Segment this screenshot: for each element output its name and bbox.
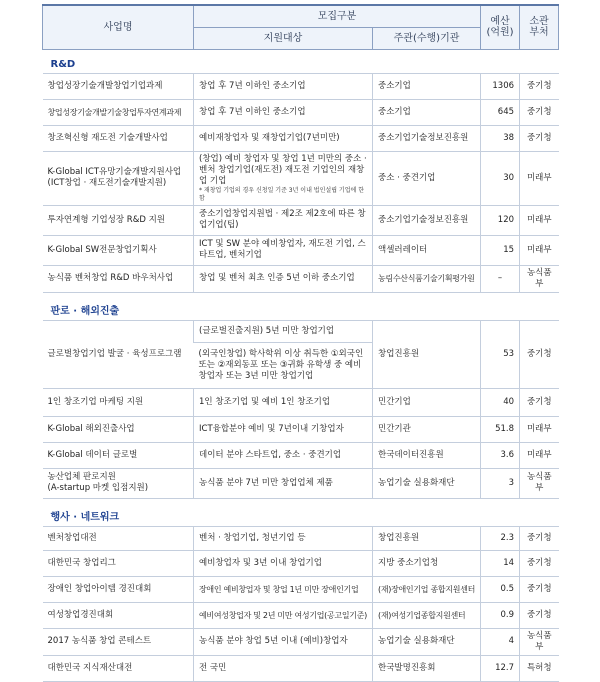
budget-cell: 51.8: [481, 416, 520, 442]
org-cell: (재)장애인기업 종합지원센터: [373, 576, 481, 602]
target-cell: ICT 및 SW 분야 예비창업자, 재도전 기업, 스타트업, 벤처기업: [194, 235, 373, 265]
header-org: 주관(수행)기관: [373, 27, 481, 49]
target-cell: 예비창업자 및 3년 이내 창업기업: [194, 550, 373, 576]
table-row: [43, 125, 559, 151]
target-cell: 예비여성창업자 및 2년 미만 여성기업(공고일기준): [194, 602, 373, 628]
header-target: 지원대상: [194, 27, 373, 49]
biz-name-cell: [43, 468, 194, 498]
dept-cell: 미래부: [520, 151, 559, 205]
budget-cell: 53: [481, 320, 520, 388]
biz-name-cell: [43, 151, 194, 205]
target-text: (창업) 예비 창업자 및 창업 1년 미만의 중소 · 벤처 창업기업(재도전) 재도전 기업인의 재창업 기업: [199, 153, 367, 186]
org-cell: 중소기업: [373, 73, 481, 99]
section-header: [43, 49, 559, 73]
org-cell: 한국발명진흥회: [373, 655, 481, 681]
budget-cell: 3.6: [481, 442, 520, 468]
section-header: [43, 498, 559, 526]
header-dept-line2: 부처: [529, 27, 549, 39]
biz-name-cell: 대한민국 창업리그: [43, 550, 194, 576]
table-header: [43, 5, 559, 49]
dept-cell: 특허청: [520, 655, 559, 681]
biz-name-cell: 여성창업경진대회: [43, 602, 194, 628]
table-row: [43, 550, 559, 576]
budget-cell: 38: [481, 125, 520, 151]
org-cell: 농업기술 실용화재단: [373, 468, 481, 498]
target-cell: 데이터 분야 스타트업, 중소 · 중견기업: [194, 442, 373, 468]
target-cell: 창업 및 벤처 최초 인증 5년 이하 중소기업: [194, 265, 373, 292]
biz-name-cell: 투자연계형 기업성장 R&D 지원: [43, 205, 194, 235]
dept-cell: 중기청: [520, 602, 559, 628]
dept-cell: 농식품부: [520, 265, 559, 292]
table-row: [43, 235, 559, 265]
biz-name-line1: 농산업체 판로지원: [47, 472, 116, 482]
table-row: [43, 468, 559, 498]
table-row: [43, 416, 559, 442]
org-cell: 중소기업기술정보진흥원: [373, 125, 481, 151]
biz-name-line2: (ICT창업 · 재도전기술개발지원): [47, 178, 167, 188]
table-row: [43, 73, 559, 99]
header-budget-line1: 예산: [490, 16, 510, 28]
table-row: [43, 388, 559, 416]
dept-cell: 농식품부: [520, 628, 559, 655]
target-cell: 농식품 분야 창업 5년 이내 (예비)창업자: [194, 628, 373, 655]
dept-cell: 중기청: [520, 576, 559, 602]
dept-cell: 미래부: [520, 235, 559, 265]
table-row: [43, 265, 559, 292]
biz-name-cell: K-Global 데이터 글로벌: [43, 442, 194, 468]
biz-name-cell: K-Global SW전문창업기획사: [43, 235, 194, 265]
budget-cell: 120: [481, 205, 520, 235]
org-cell: 민간기업: [373, 388, 481, 416]
org-cell: 창업진흥원: [373, 526, 481, 550]
budget-cell: –: [481, 265, 520, 292]
header-dept-line1: 소관: [529, 16, 549, 28]
org-cell: 지방 중소기업청: [373, 550, 481, 576]
org-cell: (재)여성기업종합지원센터: [373, 602, 481, 628]
budget-cell: 0.9: [481, 602, 520, 628]
budget-cell: 2.3: [481, 526, 520, 550]
target-cell: [194, 151, 373, 205]
org-cell: 중소 · 중견기업: [373, 151, 481, 205]
target-cell: 전 국민: [194, 655, 373, 681]
dept-cell: 미래부: [520, 205, 559, 235]
dept-cell: 미래부: [520, 442, 559, 468]
table-row: [43, 320, 559, 342]
biz-name-cell: 2017 농식품 창업 콘테스트: [43, 628, 194, 655]
header-dept: [520, 5, 559, 49]
section-title: 판로 · 해외진출: [43, 292, 559, 320]
org-cell: 농림수산식품기술기획평가원: [373, 265, 481, 292]
target-footnote: * 재창업 기업의 경우 신청일 기준 3년 이내 법인설립 기업에 한함: [199, 186, 364, 202]
biz-name-cell: 벤처창업대전: [43, 526, 194, 550]
startup-support-table: [42, 4, 559, 682]
target-cell: (글로벌진출지원) 5년 미만 창업기업: [194, 320, 373, 342]
budget-cell: 12.7: [481, 655, 520, 681]
table-body: [43, 49, 559, 681]
biz-name-cell: 대한민국 지식재산대전: [43, 655, 194, 681]
target-cell: ICT융합분야 예비 및 7년이내 기창업자: [194, 416, 373, 442]
table-row: [43, 576, 559, 602]
budget-cell: 4: [481, 628, 520, 655]
biz-name-line2: (A-startup 마켓 입점지원): [47, 483, 149, 493]
budget-cell: 40: [481, 388, 520, 416]
biz-name-cell: 글로벌창업기업 발굴 · 육성프로그램: [43, 320, 194, 388]
dept-cell: 중기청: [520, 526, 559, 550]
table-row: [43, 99, 559, 125]
budget-cell: 3: [481, 468, 520, 498]
program-table-container: [42, 4, 558, 682]
target-cell: 농식품 분야 7년 미만 창업업체 제품: [194, 468, 373, 498]
target-cell: 창업 후 7년 이하인 중소기업: [194, 73, 373, 99]
dept-cell: 중기청: [520, 320, 559, 388]
header-recruit: 모집구분: [194, 5, 481, 27]
org-cell: 민간기관: [373, 416, 481, 442]
target-cell: 중소기업창업지원법 · 제2조 제2호에 따른 창업기업(팁): [194, 205, 373, 235]
table-row: [43, 602, 559, 628]
biz-name-cell: 창업성장기술개발기술창업투자연계과제: [43, 99, 194, 125]
table-row: [43, 442, 559, 468]
org-cell: 중소기업: [373, 99, 481, 125]
biz-name-cell: 장애인 창업아이템 경진대회: [43, 576, 194, 602]
dept-cell: 중기청: [520, 99, 559, 125]
dept-cell: 중기청: [520, 73, 559, 99]
budget-cell: 30: [481, 151, 520, 205]
target-cell: (외국인창업) 학사학위 이상 취득한 ①외국인 또는 ②재외동포 또는 ③귀화 유학생 중 예비창업자 또는 3년 미만 창업기업: [194, 342, 373, 388]
budget-cell: 1306: [481, 73, 520, 99]
table-row: [43, 526, 559, 550]
biz-name-cell: 농식품 벤처창업 R&D 바우처사업: [43, 265, 194, 292]
table-row: [43, 655, 559, 681]
biz-name-cell: 창업성장기술개발창업기업과제: [43, 73, 194, 99]
budget-cell: 0.5: [481, 576, 520, 602]
dept-cell: 미래부: [520, 416, 559, 442]
budget-cell: 15: [481, 235, 520, 265]
dept-cell: 중기청: [520, 388, 559, 416]
org-cell: 한국데이터진흥원: [373, 442, 481, 468]
section-header: [43, 292, 559, 320]
biz-name-cell: K-Global 해외진출사업: [43, 416, 194, 442]
table-row: [43, 628, 559, 655]
budget-cell: 14: [481, 550, 520, 576]
dept-cell: 중기청: [520, 125, 559, 151]
target-cell: 예비재창업자 및 재창업기업(7년미만): [194, 125, 373, 151]
org-cell: 창업진흥원: [373, 320, 481, 388]
org-cell: 농업기술 실용화재단: [373, 628, 481, 655]
org-cell: 중소기업기술정보진흥원: [373, 205, 481, 235]
biz-name-cell: 1인 창조기업 마케팅 지원: [43, 388, 194, 416]
biz-name-cell: 창조혁신형 재도전 기술개발사업: [43, 125, 194, 151]
header-budget-line2: (억원): [486, 27, 514, 39]
target-cell: 장애인 예비창업자 및 창업 1년 미만 장애인기업: [194, 576, 373, 602]
target-cell: 창업 후 7년 이하인 중소기업: [194, 99, 373, 125]
header-budget: [481, 5, 520, 49]
table-row: [43, 205, 559, 235]
header-biz-name: 사업명: [43, 5, 194, 49]
dept-cell: 중기청: [520, 550, 559, 576]
target-cell: 벤처 · 창업기업, 청년기업 등: [194, 526, 373, 550]
budget-cell: 645: [481, 99, 520, 125]
org-cell: 액셀러레이터: [373, 235, 481, 265]
biz-name-line1: K-Global ICT유망기술개발지원사업: [47, 167, 182, 177]
table-row: [43, 151, 559, 205]
section-title: 행사 · 네트워크: [43, 498, 559, 526]
dept-cell: 농식품부: [520, 468, 559, 498]
target-cell: 1인 창조기업 및 예비 1인 창조기업: [194, 388, 373, 416]
section-title: R&D: [43, 49, 559, 73]
